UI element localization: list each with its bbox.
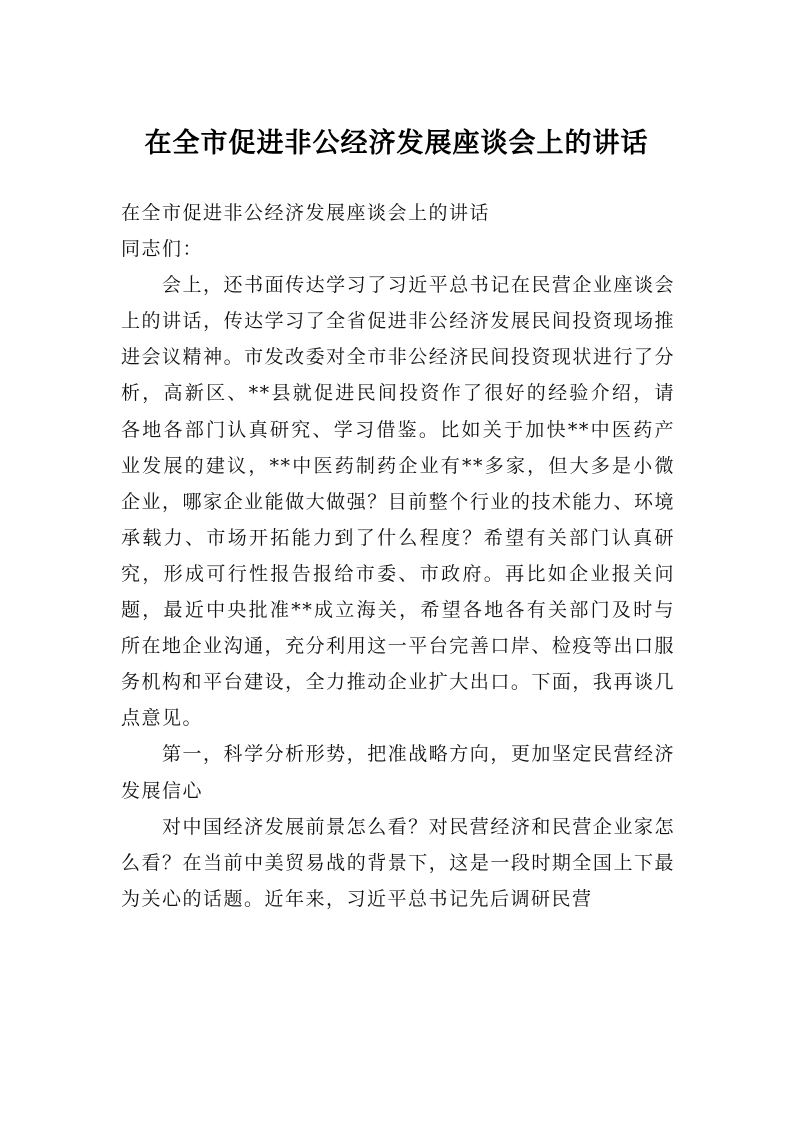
section-heading-first: 第一，科学分析形势，把准战略方向，更加坚定民营经济发展信心 bbox=[121, 743, 675, 802]
paragraph-intro: 会上，还书面传达学习了习近平总书记在民营企业座谈会上的讲话，传达学习了全省促进非公经济发展民间投资现场推进会议精神。市发改委对全市非公经济民间投资现状进行了分析，高新区、**县就促进民间投资作了很好的经验介绍，请各地各部门认真研究、学习借鉴。比如关于加快**中医药产业发展的建议，**中医药制药企业有**多家，但大多是小微企业，哪家企业能做大做强？目前整个行业的技术能力、环境承载力、市场开拓能力到了什么程度？希望有关部门认真研究，形成可行性报告报给市委、市政府。再比如企业报关问题，最近中央批准**成立海关，希望各地各有关部门及时与所在地企业沟通，充分利用这一平台完善口岸、检疫等出口服务机构和平台建设，全力推动企业扩大出口。下面，我再谈几点意见。 bbox=[121, 274, 675, 730]
subtitle-line: 在全市促进非公经济发展座谈会上的讲话 bbox=[121, 202, 491, 224]
salutation: 同志们： bbox=[121, 238, 204, 261]
document-body bbox=[121, 195, 675, 917]
paragraph-first-section: 对中国经济发展前景怎么看？对民营经济和民营企业家怎么看？在当前中美贸易战的背景下，这是一段时期全国上下最为关心的话题。近年来，习近平总书记先后调研民营 bbox=[121, 815, 675, 910]
document-title: 在全市促进非公经济发展座谈会上的讲话 bbox=[144, 128, 649, 159]
